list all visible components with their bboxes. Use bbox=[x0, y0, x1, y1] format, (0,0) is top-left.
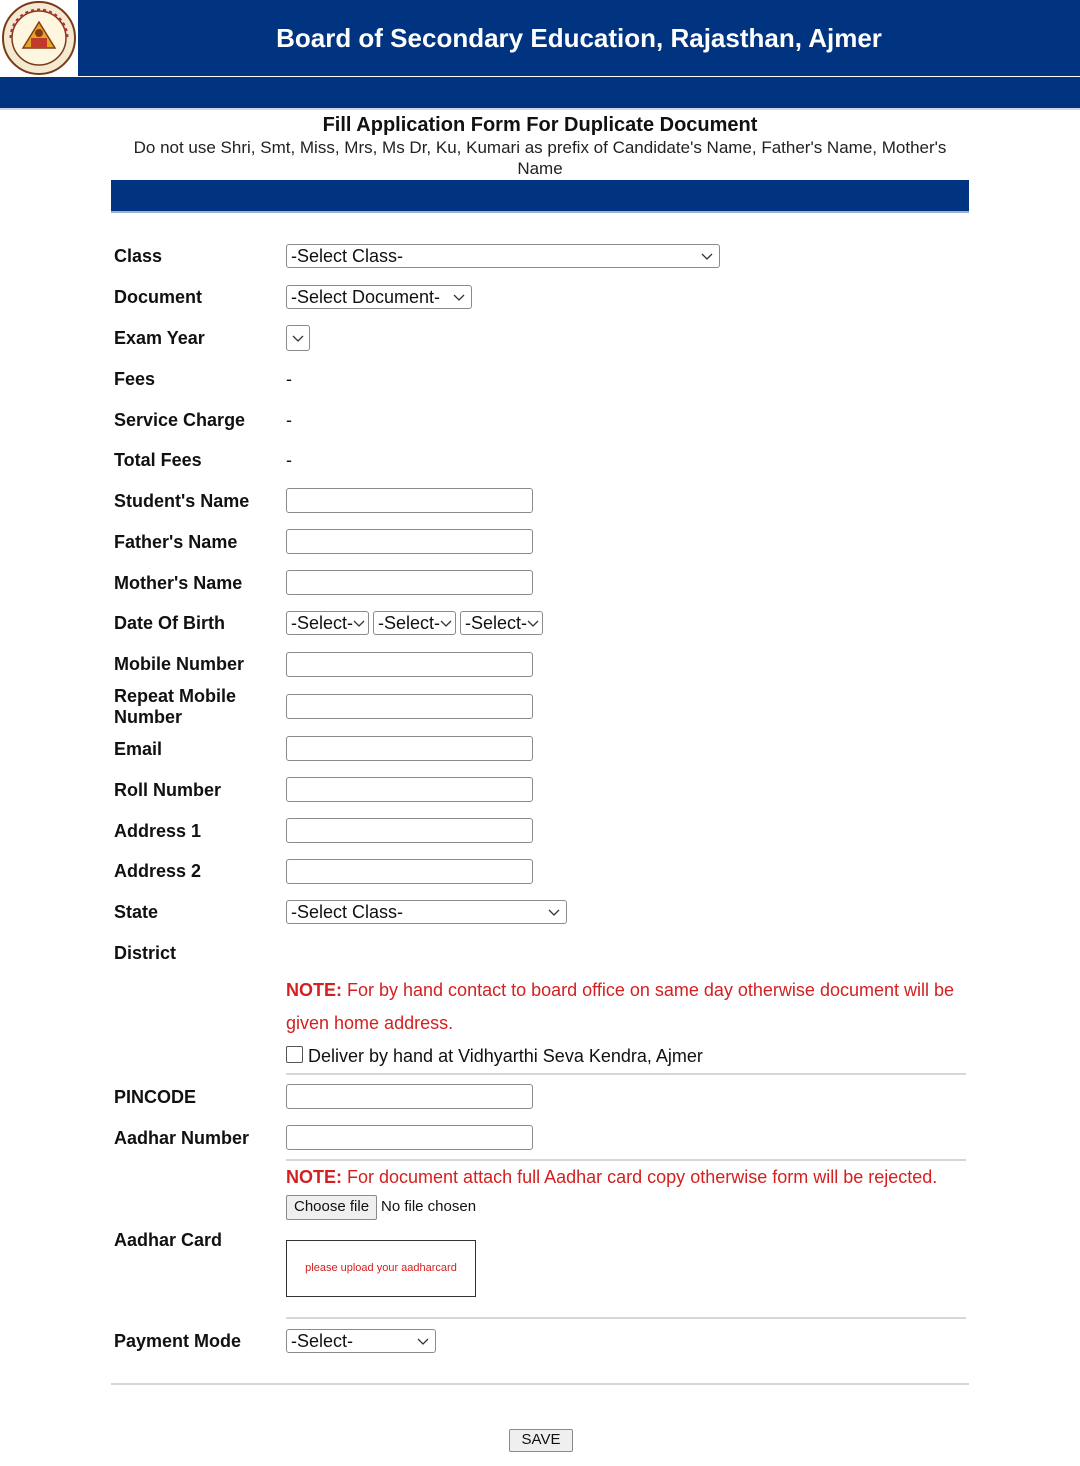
email-label: Email bbox=[114, 739, 163, 759]
address2-label: Address 2 bbox=[114, 861, 202, 881]
dob-day-select[interactable] bbox=[286, 611, 369, 635]
aadhar-note-prefix: NOTE: bbox=[286, 1167, 342, 1187]
mother-name-input[interactable] bbox=[286, 570, 533, 595]
email-input[interactable] bbox=[286, 736, 533, 761]
repeat-mobile-label: Repeat Mobile Number bbox=[114, 686, 237, 727]
dob-month-select[interactable] bbox=[373, 611, 456, 635]
save-button[interactable]: SAVE bbox=[509, 1429, 573, 1452]
aadhar-card-label: Aadhar Card bbox=[114, 1230, 223, 1250]
aadhar-card-preview: please upload your aadharcard bbox=[286, 1240, 476, 1297]
address2-input[interactable] bbox=[286, 859, 533, 884]
state-select[interactable] bbox=[286, 900, 567, 924]
divider bbox=[111, 1383, 969, 1385]
chevron-down-icon bbox=[440, 616, 452, 630]
mobile-input[interactable] bbox=[286, 652, 533, 677]
mobile-label: Mobile Number bbox=[114, 654, 245, 674]
header-strip bbox=[0, 77, 1080, 110]
payment-mode-label: Payment Mode bbox=[114, 1331, 242, 1351]
payment-mode-select-value: -Select- bbox=[291, 1331, 354, 1351]
district-label: District bbox=[114, 943, 177, 963]
fees-value: - bbox=[286, 369, 292, 389]
board-seal-icon bbox=[1, 0, 77, 76]
choose-file-button[interactable]: Choose file bbox=[286, 1195, 377, 1220]
section-bar bbox=[111, 180, 969, 213]
aadhar-note bbox=[286, 1161, 966, 1194]
address1-input[interactable] bbox=[286, 818, 533, 843]
dob-year-select[interactable] bbox=[460, 611, 543, 635]
fees-label: Fees bbox=[114, 369, 156, 389]
dob-month-value: -Select- bbox=[378, 613, 441, 633]
class-select[interactable] bbox=[286, 244, 720, 268]
class-label: Class bbox=[114, 246, 163, 266]
father-name-label: Father's Name bbox=[114, 532, 238, 552]
aadhar-note-text: For document attach full Aadhar card copy otherwise form will be rejected. bbox=[342, 1167, 938, 1187]
delivery-note-text: For by hand contact to board office on same day otherwise document will be given home address. bbox=[286, 980, 955, 1033]
address1-label: Address 1 bbox=[114, 821, 202, 841]
dob-label: Date Of Birth bbox=[114, 613, 226, 633]
deliver-by-hand-row[interactable] bbox=[286, 1045, 703, 1067]
chevron-down-icon bbox=[353, 616, 365, 630]
pincode-input[interactable] bbox=[286, 1084, 533, 1109]
chevron-down-icon bbox=[453, 290, 465, 304]
divider bbox=[286, 1073, 966, 1075]
roll-number-input[interactable] bbox=[286, 777, 533, 802]
payment-mode-select[interactable] bbox=[286, 1329, 436, 1353]
student-name-label: Student's Name bbox=[114, 491, 250, 511]
document-select-value: -Select Document- bbox=[291, 287, 441, 307]
chevron-down-icon bbox=[292, 331, 304, 345]
total-fees-value: - bbox=[286, 450, 292, 470]
chevron-down-icon bbox=[417, 1334, 429, 1348]
board-logo bbox=[0, 0, 78, 76]
delivery-note-prefix: NOTE: bbox=[286, 980, 342, 1000]
dob-year-value: -Select- bbox=[465, 613, 528, 633]
pincode-label: PINCODE bbox=[114, 1087, 197, 1107]
chevron-down-icon bbox=[527, 616, 539, 630]
aadhar-number-label: Aadhar Number bbox=[114, 1128, 250, 1148]
exam-year-label: Exam Year bbox=[114, 328, 205, 348]
exam-year-select[interactable] bbox=[286, 325, 310, 351]
service-charge-label: Service Charge bbox=[114, 410, 246, 430]
state-label: State bbox=[114, 902, 159, 922]
deliver-by-hand-label: Deliver by hand at Vidhyarthi Seva Kendra, Ajmer bbox=[308, 1046, 703, 1066]
file-status: No file chosen bbox=[381, 1198, 477, 1215]
page-title: Board of Secondary Education, Rajasthan, Ajmer bbox=[276, 23, 882, 53]
form-title: Fill Application Form For Duplicate Document bbox=[322, 114, 758, 136]
document-label: Document bbox=[114, 287, 203, 307]
state-select-value: -Select Class- bbox=[291, 902, 404, 922]
document-select[interactable] bbox=[286, 285, 472, 309]
roll-number-label: Roll Number bbox=[114, 780, 222, 800]
mother-name-label: Mother's Name bbox=[114, 573, 243, 593]
class-select-value: -Select Class- bbox=[291, 246, 404, 266]
chevron-down-icon bbox=[701, 249, 713, 263]
chevron-down-icon bbox=[548, 905, 560, 919]
repeat-mobile-input[interactable] bbox=[286, 694, 533, 719]
student-name-input[interactable] bbox=[286, 488, 533, 513]
father-name-input[interactable] bbox=[286, 529, 533, 554]
service-charge-value: - bbox=[286, 410, 292, 430]
site-header bbox=[0, 0, 1080, 76]
aadhar-number-input[interactable] bbox=[286, 1125, 533, 1150]
divider bbox=[286, 1317, 966, 1319]
delivery-note bbox=[286, 974, 966, 1040]
dob-day-value: -Select- bbox=[291, 613, 354, 633]
form-instruction: Do not use Shri, Smt, Miss, Mrs, Ms Dr, Ku, Kumari as prefix of Candidate's Name, Father's Name, Mother's Name bbox=[133, 138, 947, 178]
total-fees-label: Total Fees bbox=[114, 450, 202, 470]
deliver-by-hand-checkbox[interactable] bbox=[286, 1046, 303, 1063]
